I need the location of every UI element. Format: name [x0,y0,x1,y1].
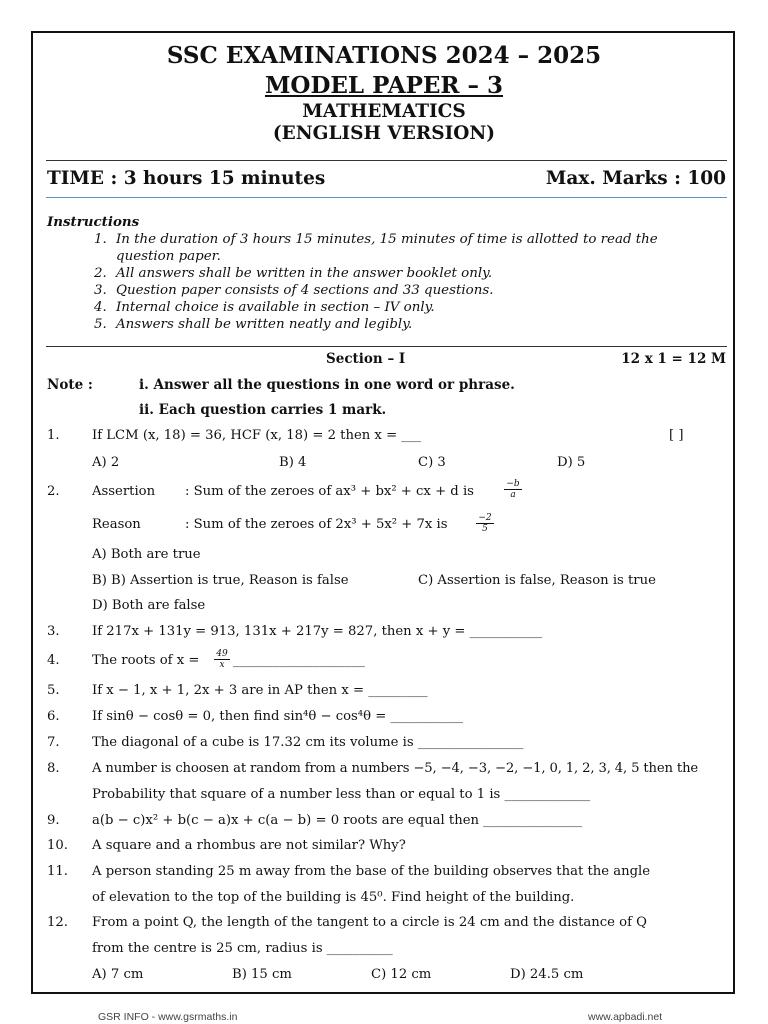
question-number: 2. [47,484,60,499]
question-text: If LCM (x, 18) = 36, HCF (x, 18) = 2 then x = ___ [92,428,422,443]
max-marks: Max. Marks : 100 [545,168,726,189]
question-number: 10. [47,838,68,853]
version-title: (ENGLISH VERSION) [272,123,496,144]
note-item: ii. Each question carries 1 mark. [139,402,387,418]
reason-text: : Sum of the zeroes of 2x³ + 5x² + 7x is [185,517,448,532]
footer-right: www.apbadi.net [588,1011,663,1023]
option-b: B) 4 [279,455,307,470]
option-d: D) 5 [557,455,586,470]
question-text: If sinθ − cosθ = 0, then find sin⁴θ − cos⁴θ = ___________ [92,709,464,724]
question-number: 11. [47,864,68,879]
instruction-num: 3. [94,283,107,298]
fraction [214,649,230,671]
option-c: C) 3 [418,455,446,470]
question-text: A square and a rhombus are not similar? Why? [92,838,406,853]
question-text: The diagonal of a cube is 17.32 cm its volume is ________________ [92,735,524,750]
question-text: A number is choosen at random from a numbers −5, −4, −3, −2, −1, 0, 1, 2, 3, 4, 5 then the [92,761,699,776]
option-b: B) 15 cm [232,967,292,982]
question-text: If x − 1, x + 1, 2x + 3 are in AP then x = _________ [92,683,428,698]
fraction-numerator: −b [504,479,522,490]
note-item: i. Answer all the questions in one word or phrase. [139,377,515,393]
fraction-denominator: x [219,660,225,670]
section-title: Section – I [326,351,406,367]
question-number: 6. [47,709,60,724]
model-paper-title: MODEL PAPER – 3 [264,72,504,99]
fraction-denominator: a [510,490,516,500]
option-d: D) 24.5 cm [510,967,584,982]
answer-bracket: [ ] [669,428,684,443]
option-d: D) Both are false [92,598,206,613]
note-label: Note : [47,377,93,393]
question-number: 1. [47,428,60,443]
exam-title: SSC EXAMINATIONS 2024 – 2025 [166,42,602,69]
question-text-cont: from the centre is 25 cm, radius is __________ [92,941,393,956]
instruction-text: Question paper consists of 4 sections and 33 questions. [116,283,494,298]
exam-duration: TIME : 3 hours 15 minutes [47,168,326,189]
question-text: A person standing 25 m away from the base of the building observes that the angle [92,864,651,879]
option-c: C) Assertion is false, Reason is true [418,573,656,588]
option-a: A) Both are true [92,547,201,562]
instructions-title: Instructions [47,214,140,230]
question-number: 8. [47,761,60,776]
header-divider [46,160,727,161]
question-text: The roots of x = [92,653,200,668]
instruction-num: 4. [94,300,107,315]
instruction-text: question paper. [116,249,221,264]
fraction-numerator: −2 [476,513,494,524]
option-a: A) 7 cm [92,967,144,982]
instruction-num: 1. [94,232,107,247]
fraction-denominator: 5 [482,524,488,534]
question-number: 9. [47,813,60,828]
fraction [504,479,522,501]
assertion-text: : Sum of the zeroes of ax³ + bx² + cx + d is [185,484,474,499]
instruction-text: Answers shall be written neatly and legibly. [116,317,413,332]
question-number: 3. [47,624,60,639]
question-text: From a point Q, the length of the tangent to a circle is 24 cm and the distance of Q [92,915,647,930]
instruction-text: In the duration of 3 hours 15 minutes, 15 minutes of time is allotted to read the [116,232,658,247]
fraction-numerator: 49 [214,649,230,660]
instruction-num: 2. [94,266,107,281]
assertion-label: Assertion [92,484,156,499]
instructions-divider [46,346,727,347]
question-text-cont: of elevation to the top of the building is 45⁰. Find height of the building. [92,890,575,905]
instruction-text: All answers shall be written in the answer booklet only. [116,266,493,281]
instruction-text: Internal choice is available in section – IV only. [116,300,435,315]
question-number: 7. [47,735,60,750]
subject-title: MATHEMATICS [302,101,466,122]
answer-blank: ____________________ [233,653,365,668]
meta-divider [46,197,727,198]
option-c: C) 12 cm [371,967,432,982]
question-text: a(b − c)x² + b(c − a)x + c(a − b) = 0 roots are equal then _______________ [92,813,583,828]
question-number: 5. [47,683,60,698]
question-number: 4. [47,653,60,668]
option-a: A) 2 [92,455,120,470]
footer-left: GSR INFO - www.gsrmaths.in [98,1011,238,1023]
question-text: If 217x + 131y = 913, 131x + 217y = 827, then x + y = ___________ [92,624,543,639]
reason-label: Reason [92,517,141,532]
question-text-cont: Probability that square of a number less than or equal to 1 is _____________ [92,787,591,802]
instruction-num: 5. [94,317,107,332]
fraction [476,513,494,535]
option-b: B) B) Assertion is true, Reason is false [92,573,349,588]
question-number: 12. [47,915,68,930]
section-marks: 12 x 1 = 12 M [621,351,726,367]
